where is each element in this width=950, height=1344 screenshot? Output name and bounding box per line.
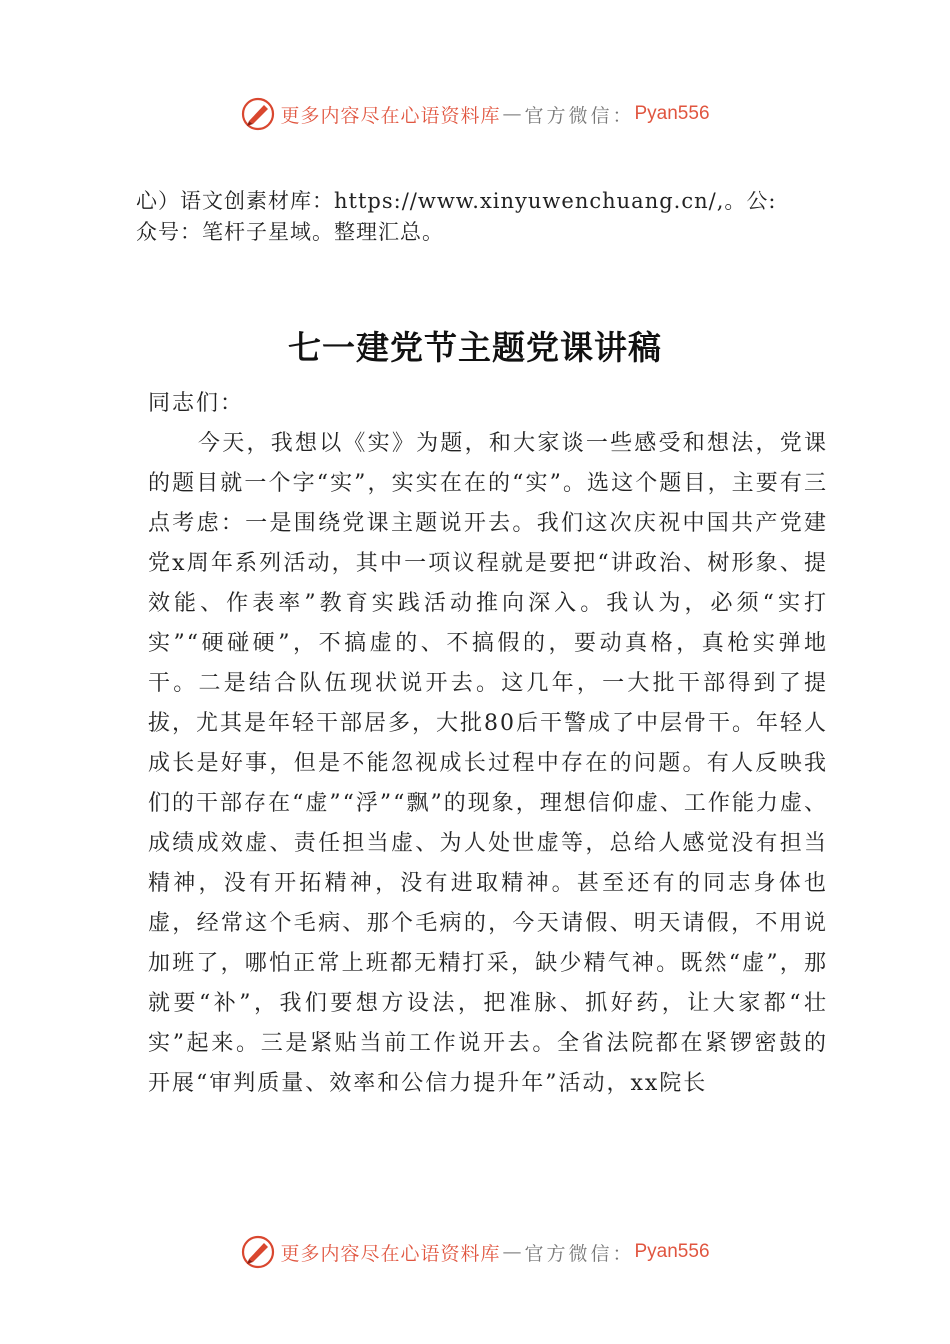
footer-banner: [0, 1232, 950, 1272]
banner-wechat-id: Pyan556: [634, 103, 710, 124]
banner-brand-text: 更多内容尽在心语资料库: [280, 104, 501, 127]
banner-wechat-label: 官方微信：: [524, 1242, 635, 1265]
salutation: 同志们：: [148, 391, 245, 416]
document-body: [148, 384, 828, 1104]
banner-brand-text: 更多内容尽在心语资料库: [280, 1242, 501, 1265]
source-note: [136, 186, 826, 248]
header-banner: [0, 94, 950, 134]
pen-logo-icon: [240, 1234, 276, 1270]
pen-logo-icon: [240, 96, 276, 132]
banner-separator: —: [502, 103, 523, 125]
body-paragraph: 今天，我想以《实》为题，和大家谈一些感受和想法，党课的题目就一个字“实”，实实在在的“实”。选这个题目，主要有三点考虑：一是围绕党课主题说开去。我们这次庆祝中国共产党建党x周年系列活动，其中一项议程就是要把“讲政治、树形象、提效能、作表率”教育实践活动推向深入。我认为，必须“实打实”“硬碰硬”，不搞虚的、不搞假的，要动真格，真枪实弹地干。二是结合队伍现状说开去。这几年，一大批干部得到了提拔，尤其是年轻干部居多，大批80后干警成了中层骨干。年轻人成长是好事，但是不能忽视成长过程中存在的问题。有人反映我们的干部存在“虚”“浮”“飘”的现象，理想信仰虚、工作能力虚、成绩成效虚、责任担当虚、为人处世虚等，总给人感觉没有担当精神，没有开拓精神，没有进取精神。甚至还有的同志身体也虚，经常这个毛病、那个毛病的，今天请假、明天请假，不用说加班了，哪怕正常上班都无精打采，缺少精气神。既然“虚”，那就要“补”，我们要想方设法，把准脉、抓好药，让大家都“壮实”起来。三是紧贴当前工作说开去。全省法院都在紧锣密鼓的开展“审判质量、效率和公信力提升年”活动，xx院长: [148, 431, 828, 1096]
banner-wechat-label: 官方微信：: [524, 104, 635, 127]
banner-separator: —: [502, 1241, 523, 1263]
source-note-line-2: 众号：笔杆子星域。整理汇总。: [136, 220, 444, 244]
source-note-line-1: 心）语文创素材库：https://www.xinyuwenchuang.cn/,。公:: [136, 189, 777, 213]
banner-wechat-id: Pyan556: [634, 1241, 710, 1262]
document-title: 七一建党节主题党课讲稿: [288, 328, 662, 368]
